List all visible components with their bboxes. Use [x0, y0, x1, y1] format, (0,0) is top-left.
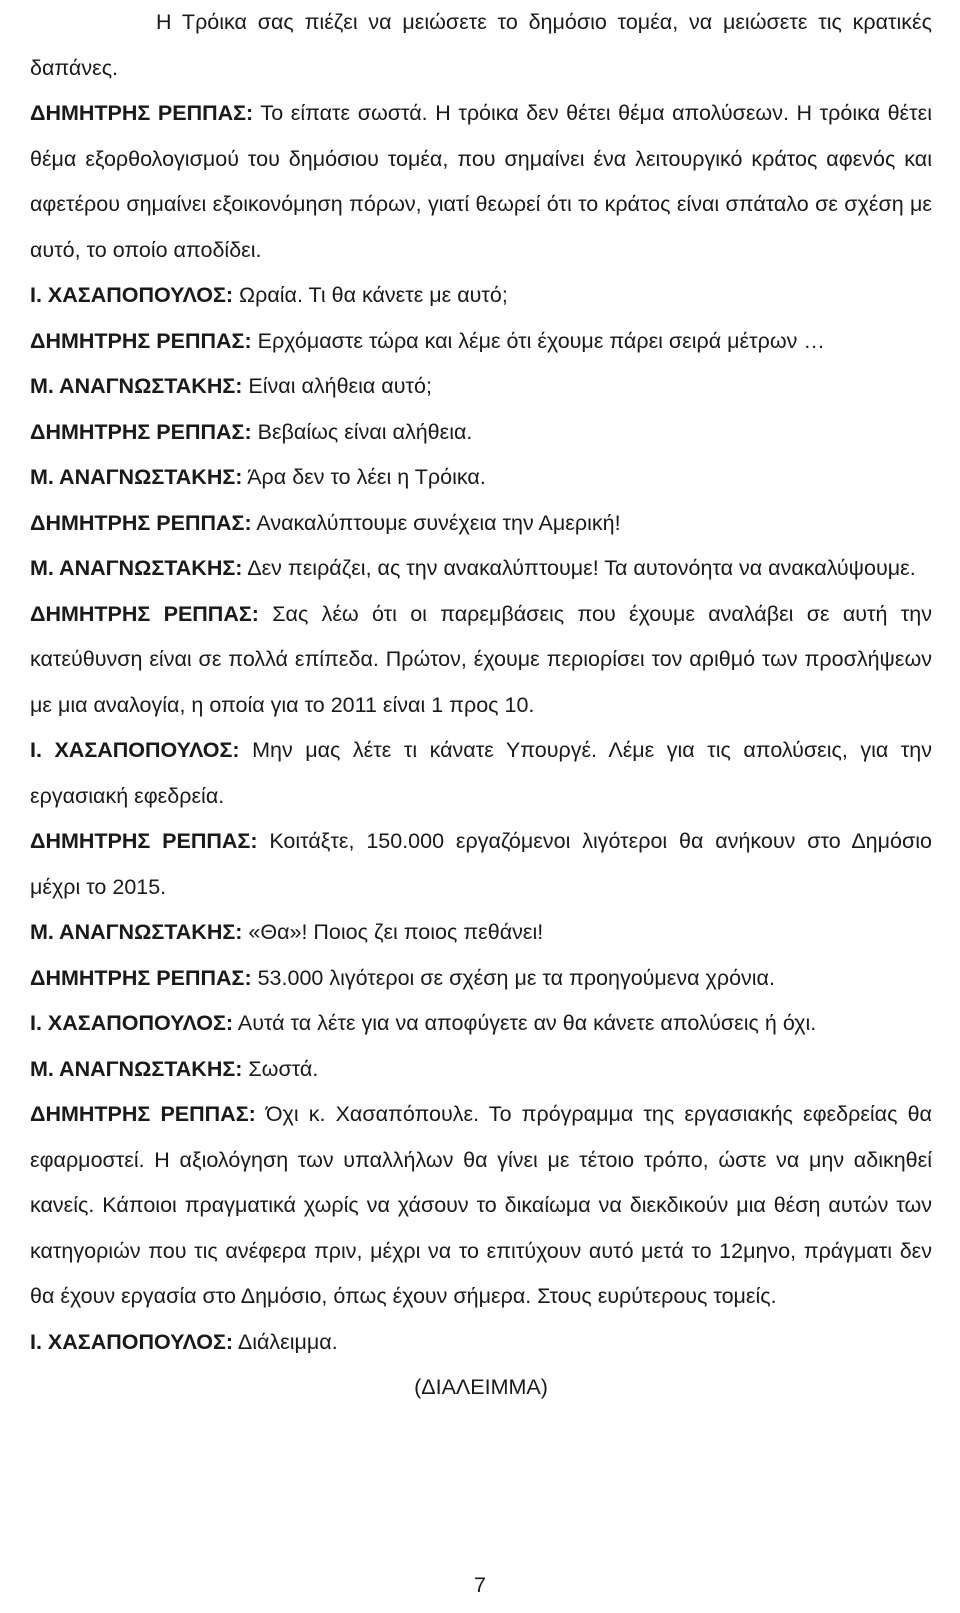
paragraph: [30, 501, 932, 547]
paragraph-text: Ερχόμαστε τώρα και λέμε ότι έχουμε πάρει σειρά μέτρων …: [251, 328, 825, 353]
paragraph: [30, 728, 932, 819]
speaker-name: Μ. ΑΝΑΓΝΩΣΤΑΚΗΣ:: [30, 374, 243, 398]
paragraph: [30, 0, 932, 91]
paragraph: [30, 91, 932, 273]
paragraph-text: Είναι αλήθεια αυτό;: [242, 374, 432, 398]
break-note: (ΔΙΑΛΕΙΜΜΑ): [414, 1375, 548, 1399]
speaker-name: ΔΗΜΗΤΡΗΣ ΡΕΠΠΑΣ:: [30, 1102, 256, 1126]
speaker-name: Μ. ΑΝΑΓΝΩΣΤΑΚΗΣ:: [30, 556, 243, 580]
speaker-name: Μ. ΑΝΑΓΝΩΣΤΑΚΗΣ:: [30, 465, 243, 489]
paragraph: [30, 1092, 932, 1320]
paragraph-text: Το είπατε σωστά. Η τρόικα δεν θέτει θέμα απολύσεων. Η τρόικα θέτει θέμα εξορθολογισμού του δημόσιου τομέα, που σημαίνει ένα λειτουργικό κράτος αφενός και αφετέρου σημαίνει εξοικονόμηση πόρων, γιατί θεωρεί ότι το κράτος είναι σπάταλο σε σχέση με αυτό, το οποίο αποδίδει.: [30, 101, 932, 262]
speaker-name: ΔΗΜΗΤΡΗΣ ΡΕΠΠΑΣ:: [30, 101, 254, 125]
paragraph: [30, 1001, 932, 1047]
speaker-name: Ι. ΧΑΣΑΠΟΠΟΥΛΟΣ:: [30, 1329, 234, 1354]
paragraph: [30, 1047, 932, 1093]
paragraph-text: Όχι κ. Χασαπόπουλε. Το πρόγραμμα της εργασιακής εφεδρείας θα εφαρμοστεί. Η αξιολόγηση των υπαλλήλων θα γίνει με τέτοιο τρόπο, ώστε να μην αδικηθεί κανείς. Κάποιοι πραγματικά χωρίς να χάσουν το δικαίωμα να διεκδικούν μια θέση αυτών των κατηγοριών που τις ανέφερα πριν, μέχρι να το επιτύχουν αυτό μετά το 12μηνο, πράγματι δεν θα έχουν εργασία στο Δημόσιο, όπως έχουν σήμερα. Στους ευρύτερους τομείς.: [30, 1102, 932, 1308]
speaker-name: Μ. ΑΝΑΓΝΩΣΤΑΚΗΣ:: [30, 1056, 243, 1081]
paragraph-text: Διάλειμμα.: [233, 1329, 338, 1354]
paragraph: [30, 592, 932, 729]
paragraph: [30, 1320, 932, 1366]
speaker-name: Μ. ΑΝΑΓΝΩΣΤΑΚΗΣ:: [30, 920, 243, 944]
paragraph-text: Βεβαίως είναι αλήθεια.: [251, 419, 473, 444]
paragraph-text: Ανακαλύπτουμε συνέχεια την Αμερική!: [251, 510, 621, 535]
paragraph: [30, 273, 932, 319]
paragraph-text: Δεν πειράζει, ας την ανακαλύπτουμε! Τα αυτονόητα να ανακαλύψουμε.: [242, 556, 916, 580]
paragraph: [30, 410, 932, 456]
page-number: 7: [474, 1573, 486, 1597]
paragraph: [30, 455, 932, 501]
paragraph: [30, 319, 932, 365]
paragraph-text: Ωραία. Τι θα κάνετε με αυτό;: [233, 283, 508, 307]
paragraph-text: Σας λέω ότι οι παρεμβάσεις που έχουμε αναλάβει σε αυτή την κατεύθυνση είναι σε πολλά επίπεδα. Πρώτον, έχουμε περιορίσει τον αριθμό των προσλήψεων με μια αναλογία, η οποία για το 2011 είναι 1 προς 10.: [30, 601, 932, 717]
paragraph: [30, 910, 932, 956]
paragraph-text: Κοιτάξτε, 150.000 εργαζόμενοι λιγότεροι θα ανήκουν στο Δημόσιο μέχρι το 2015.: [30, 829, 932, 899]
paragraph-text: Η Τρόικα σας πιέζει να μειώσετε το δημόσιο τομέα, να μειώσετε τις κρατικές δαπάνες.: [30, 10, 932, 80]
paragraph: [30, 956, 932, 1002]
speaker-name: ΔΗΜΗΤΡΗΣ ΡΕΠΠΑΣ:: [30, 829, 258, 853]
paragraph: [30, 819, 932, 910]
speaker-name: ΔΗΜΗΤΡΗΣ ΡΕΠΠΑΣ:: [30, 965, 252, 990]
speaker-name: Ι. ΧΑΣΑΠΟΠΟΥΛΟΣ:: [30, 738, 240, 762]
speaker-name: ΔΗΜΗΤΡΗΣ ΡΕΠΠΑΣ:: [30, 601, 259, 626]
paragraph-text: Μην μας λέτε τι κάνατε Υπουργέ. Λέμε για τις απολύσεις, για την εργασιακή εφεδρεία.: [30, 738, 932, 808]
paragraph: [30, 546, 932, 592]
speaker-name: ΔΗΜΗΤΡΗΣ ΡΕΠΠΑΣ:: [30, 328, 252, 353]
transcript-page: [30, 0, 932, 1411]
speaker-name: Ι. ΧΑΣΑΠΟΠΟΥΛΟΣ:: [30, 283, 234, 307]
paragraph-text: Άρα δεν το λέει η Τρόικα.: [242, 465, 486, 489]
speaker-name: ΔΗΜΗΤΡΗΣ ΡΕΠΠΑΣ:: [30, 510, 252, 535]
paragraph: [30, 364, 932, 410]
speaker-name: Ι. ΧΑΣΑΠΟΠΟΥΛΟΣ:: [30, 1011, 234, 1035]
paragraph-text: Αυτά τα λέτε για να αποφύγετε αν θα κάνετε απολύσεις ή όχι.: [233, 1011, 817, 1035]
speaker-name: ΔΗΜΗΤΡΗΣ ΡΕΠΠΑΣ:: [30, 419, 252, 444]
paragraph-text: «Θα»! Ποιος ζει ποιος πεθάνει!: [242, 920, 544, 944]
paragraph-text: 53.000 λιγότεροι σε σχέση με τα προηγούμενα χρόνια.: [251, 965, 775, 990]
paragraph-text: Σωστά.: [242, 1056, 319, 1081]
